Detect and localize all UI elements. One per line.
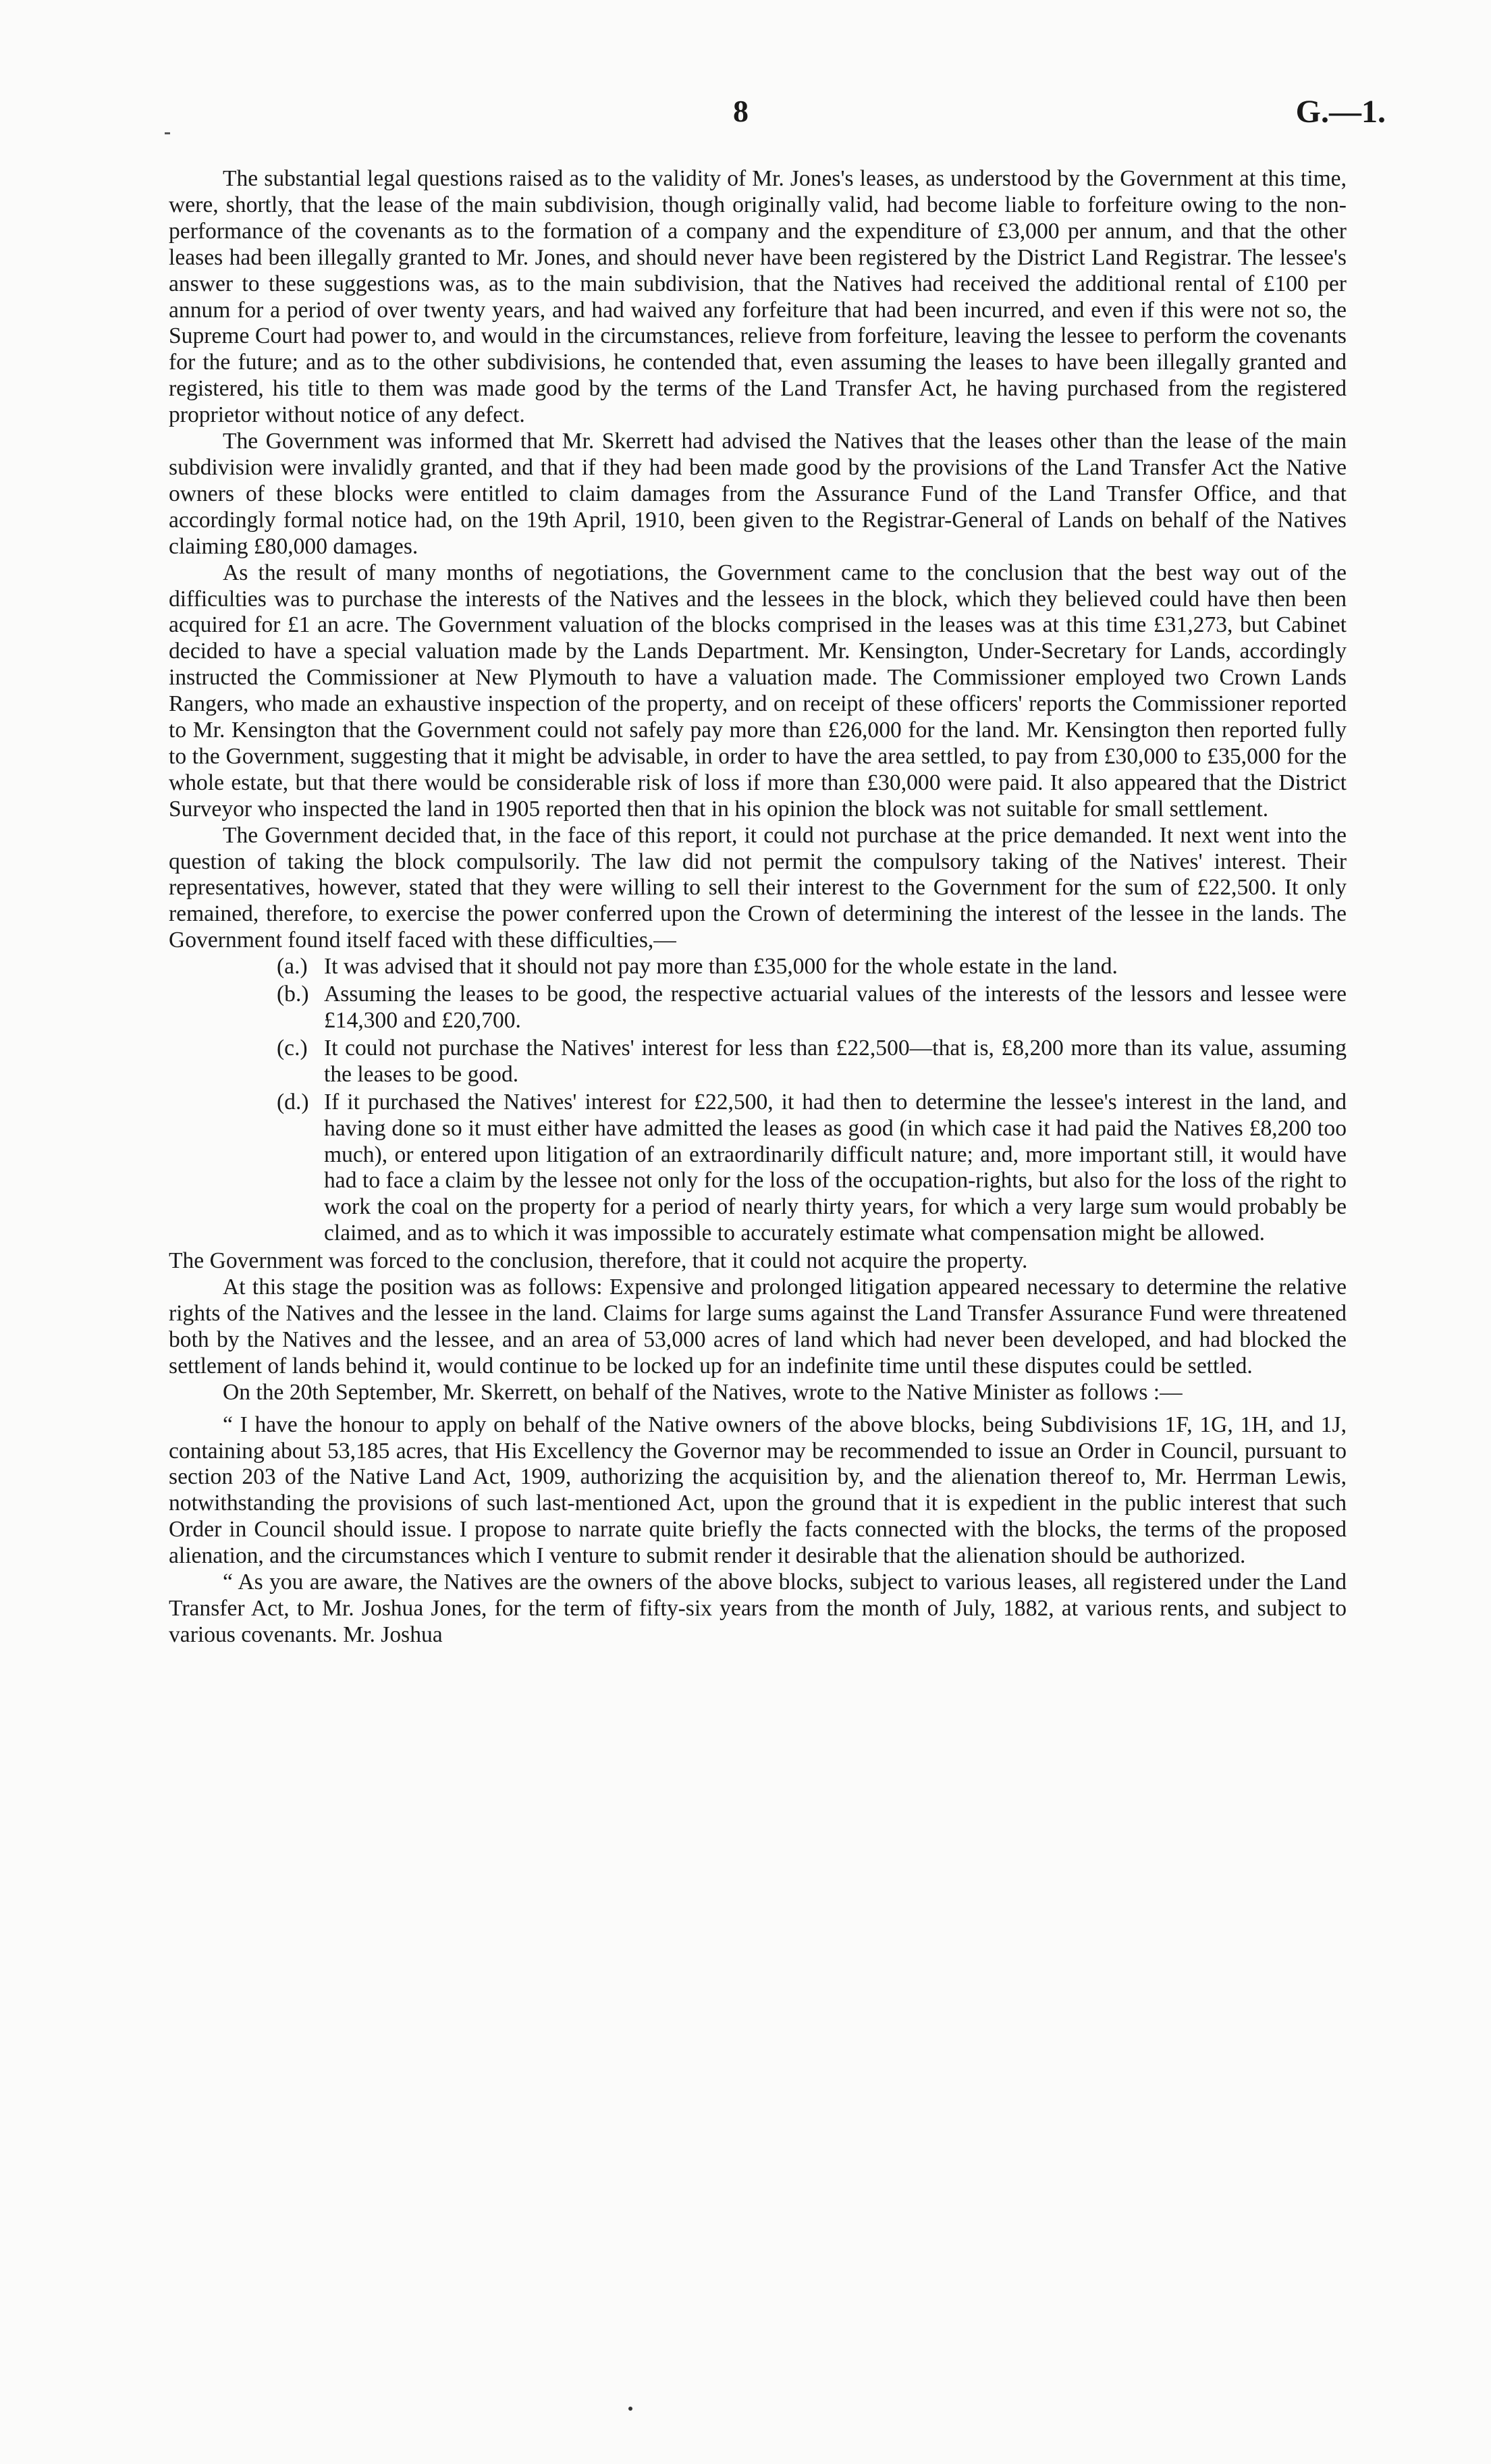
list-item-text: Assuming the leases to be good, the respective actuarial values of the interests of the lessors and lessee were £14,300 and £20,700. [324, 982, 1347, 1033]
page-header [0, 93, 1491, 140]
list-item-label: (b.) [277, 982, 309, 1007]
quoted-letter-paragraph-1: “ I have the honour to apply on behalf of the Native owners of the above blocks, being Subdivisions 1F, 1G, 1H, and 1J, containing about 53,185 acres, that His Excellency the Governor may be recommended to issue an Order in Council, pursuant to section 203 of the Native Land Act, 1909, authorizing the acquisition by, and the alienation thereof to, Mr. Herrman Lewis, notwithstanding the provisions of such last-mentioned Act, upon the ground that it is expedient in the public interest that such Order in Council should issue. I propose to narrate quite briefly the facts connected with the blocks, the terms of the proposed alienation, and the circumstances which I venture to submit render it desirable that the alienation should be authorized. [169, 1412, 1347, 1569]
paragraph-legal-questions: The substantial legal questions raised as to the validity of Mr. Jones's leases, as understood by the Government at this time, were, shortly, that the lease of the main subdivision, though originally valid, had become liable to forfeiture owing to the non-performance of the covenants as to the formation of a company and the expenditure of £3,000 per annum, and that the other leases had been illegally granted to Mr. Jones, and should never have been registered by the District Land Registrar. The lessee's answer to these suggestions was, as to the main subdivision, that the Natives had received the additional rental of £100 per annum for a period of over twenty years, and had waived any forfeiture that had been incurred, and even if this were not so, the Supreme Court had power to, and would in the circumstances, relieve from forfeiture, leaving the lessee to perform the covenants for the future; and as to the other subdivisions, he contended that, even assuming the leases to have been illegally granted and registered, his title to them was made good by the terms of the Land Transfer Act, he having purchased from the registered proprietor without notice of any defect. [169, 166, 1347, 428]
list-item-text: If it purchased the Natives' interest for £22,500, it had then to determine the lessee's interest in the land, and having done so it must either have admitted the leases as good (in which case it had paid the Natives £8,200 too much), or entered upon litigation of an extraordinarily difficult nature; and, more important still, it would have had to face a claim by the lessee not only for the loss of the occupation-rights, but also for the loss of the right to work the coal on the property for a period of nearly thirty years, for which a very large sum would probably be claimed, and as to which it was impossible to accurately estimate what compensation might be allowed. [324, 1089, 1347, 1246]
paragraph-skerrett-advice: The Government was informed that Mr. Skerrett had advised the Natives that the leases other than the lease of the main subdivision were invalidly granted, and that if they had been made good by the provisions of the Land Transfer Act the Native owners of these blocks were entitled to claim damages from the Assurance Fund of the Land Transfer Office, and that accordingly formal notice had, on the 19th April, 1910, been given to the Registrar-General of Lands on behalf of the Natives claiming £80,000 damages. [169, 429, 1347, 559]
paragraph-government-decision: The Government decided that, in the face of this report, it could not purchase at the price demanded. It next went into the question of taking the block compulsorily. The law did not permit the compulsory taking of the Natives' interest. Their representatives, however, stated that they were willing to sell their interest to the Government for the sum of £22,500. It only remained, therefore, to exercise the power conferred upon the Crown of determining the interest of the lessee in the lands. The Government found itself faced with these difficulties,— [169, 822, 1347, 953]
page-number: 8 [733, 94, 749, 128]
paragraph-position: At this stage the position was as follows: Expensive and prolonged litigation appeared necessary to determine the relative rights of the Natives and the lessee in the land. Claims for large sums against the Land Transfer Assurance Fund were threatened both by the Natives and the lessee, and an area of 53,000 acres of land which had never been developed, and had blocked the settlement of lands behind it, would continue to be locked up for an indefinite time until these disputes could be settled. [169, 1275, 1347, 1378]
paragraph-conclusion: The Government was forced to the conclusion, therefore, that it could not acquire the property. [169, 1248, 1028, 1274]
quoted-letter-paragraph-2: “ As you are aware, the Natives are the owners of the above blocks, subject to various leases, all registered under the Land Transfer Act, to Mr. Joshua Jones, for the term of fifty-six years from the month of July, 1882, at various rents, and subject to various covenants. Mr. Joshua [169, 1570, 1347, 1647]
document-reference: G.—1. [1295, 94, 1386, 130]
list-item-text: It was advised that it should not pay more than £35,000 for the whole estate in the land. [324, 954, 1118, 980]
list-item [277, 982, 1347, 1034]
list-item-label: (d.) [277, 1089, 309, 1115]
paragraph-letter-intro: On the 20th September, Mr. Skerrett, on behalf of the Natives, wrote to the Native Minister as follows :— [223, 1379, 1183, 1405]
list-item-label: (a.) [277, 954, 308, 980]
scan-dot [628, 2407, 632, 2411]
list-item-text: It could not purchase the Natives' interest for less than £22,500—that is, £8,200 more than its value, assuming the leases to be good. [324, 1035, 1347, 1087]
paragraph-negotiations: As the result of many months of negotiations, the Government came to the conclusion that the best way out of the difficulties was to purchase the interests of the Natives and the lessees in the block, which they believed could have then been acquired for £1 an acre. The Government valuation of the blocks comprised in the leases was at this time £31,273, but Cabinet decided to have a special valuation made by the Lands Department. Mr. Kensington, Under-Secretary for Lands, accordingly instructed the Commissioner at New Plymouth to have a valuation made. The Commissioner employed two Crown Lands Rangers, who made an exhaustive inspection of the property, and on receipt of these officers' reports the Commissioner reported to Mr. Kensington that the Government could not safely pay more than £26,000 for the land. Mr. Kensington then reported fully to the Government, suggesting that it might be advisable, in order to have the area settled, to pay from £30,000 to £35,000 for the whole estate, but that there would be considerable risk of loss if more than £30,000 were paid. It also appeared that the District Surveyor who inspected the land in 1905 reported then that in his opinion the block was not suitable for small settlement. [169, 560, 1347, 822]
difficulties-list [169, 954, 1347, 1247]
document-body [169, 166, 1347, 1649]
list-item-label: (c.) [277, 1035, 308, 1061]
list-item [277, 954, 1347, 980]
list-item [277, 1090, 1347, 1247]
list-item [277, 1036, 1347, 1088]
